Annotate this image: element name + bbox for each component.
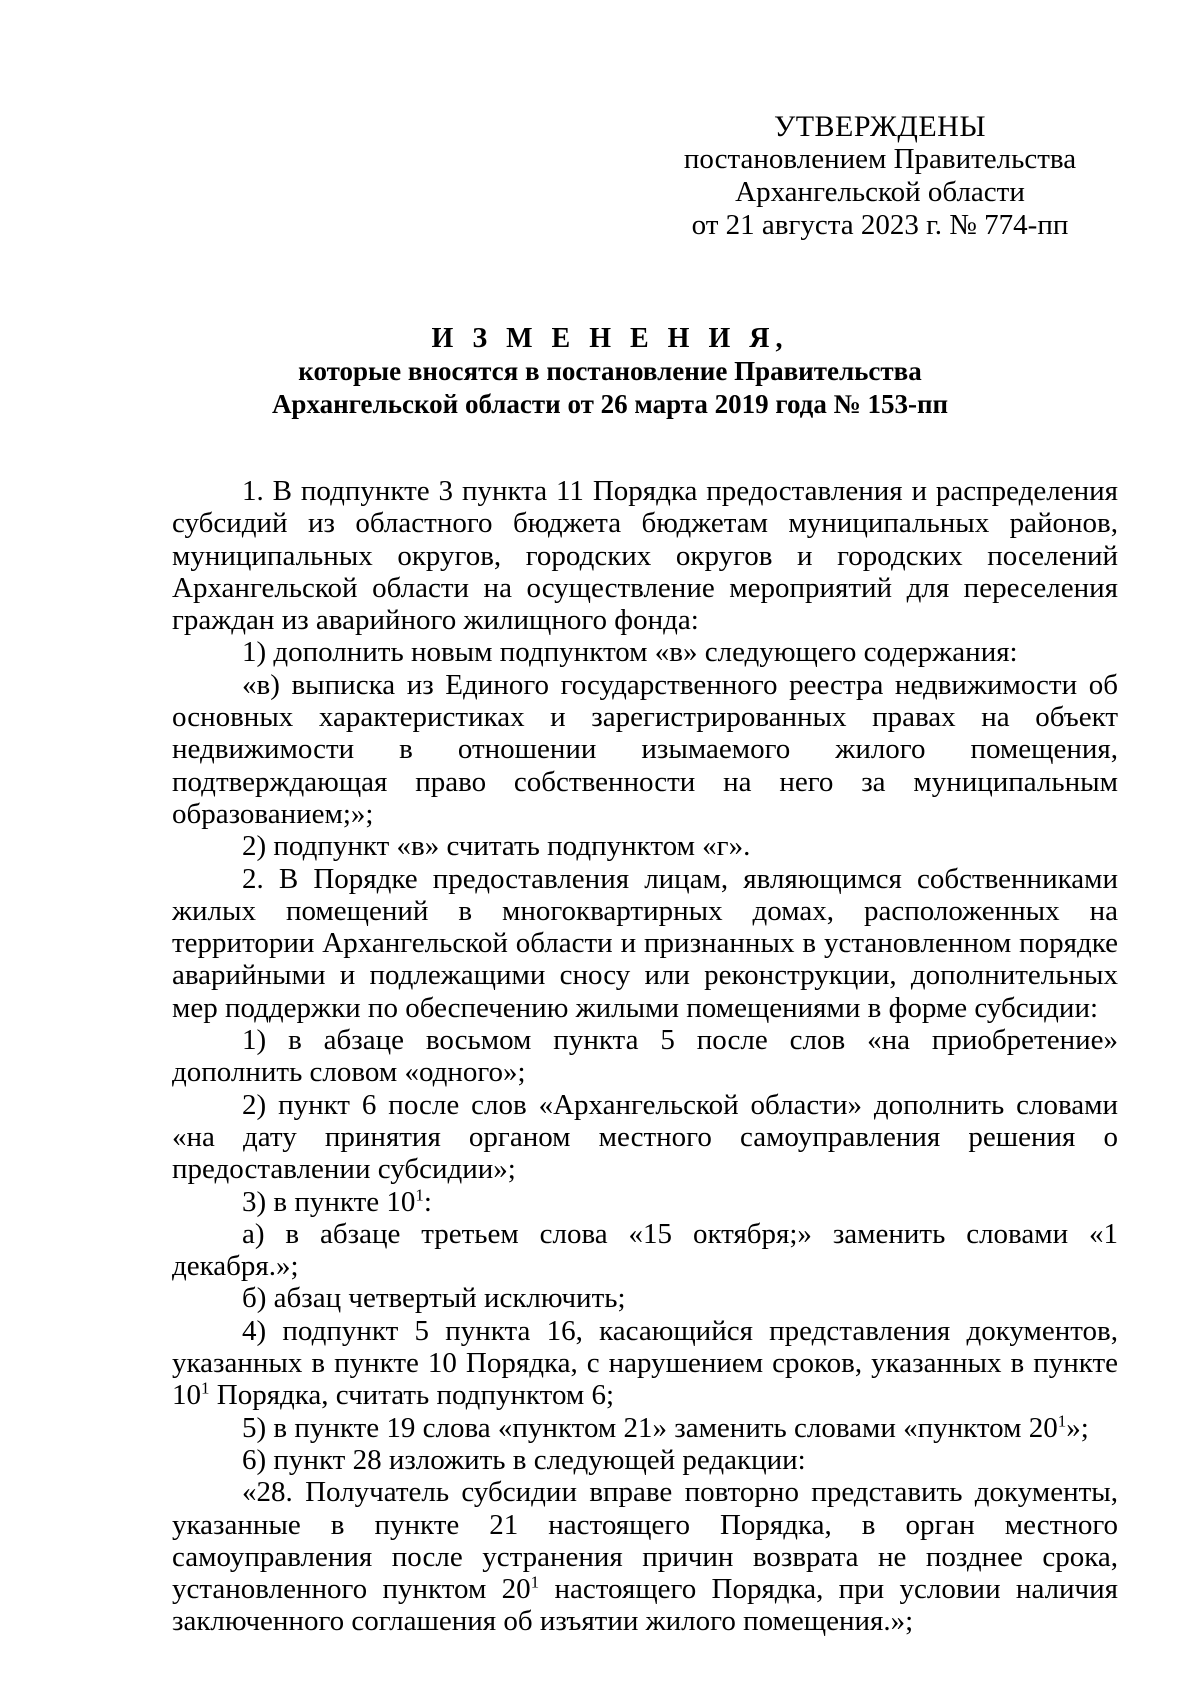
paragraph-12 [172,1412,1118,1444]
superscript: 1 [415,1184,424,1204]
approval-stamp [680,110,1080,242]
paragraph-2: 1) дополнить новым подпунктом «в» следующего содержания: [242,636,1018,669]
paragraph-11-text: 4) подпункт 5 пункта 16, касающийся представления документов, указанных в пункте 10 Порядка, с нарушением сроков, указанных в пункте 10 [172,1314,1118,1412]
paragraph-7: 2) пункт 6 после слов «Архангельской области» дополнить словами «на дату принятия органом местного самоуправления решения о предоставлении субсидии»; [172,1088,1118,1186]
document-body [172,475,1118,1638]
approval-line-3: от 21 августа 2023 г. № 774-пп [691,209,1069,241]
paragraph-11 [172,1315,1118,1412]
superscript: 1 [1057,1410,1067,1430]
approval-line-2: Архангельской области [735,176,1025,208]
paragraph-8-tail: : [423,1185,432,1218]
paragraph-8-text: 3) в пункте 10 [242,1185,416,1218]
paragraph-12-text: 5) в пункте 19 слова «пунктом 21» заменить словами «пунктом 20 [242,1411,1058,1444]
heading-line-2: Архангельской области от 26 марта 2019 года № 153-пп [271,389,949,419]
superscript: 1 [530,1572,540,1592]
heading-line-1: которые вносятся в постановление Правительства [298,356,922,386]
paragraph-14-text: «28. Получатель субсидии вправе повторно представить документы, указанные в пункте 21 настоящего Порядка, в орган местного самоуправления после устранения причин возврата не позднее срока, установленного пунктом 20 [172,1476,1118,1606]
approval-title: УТВЕРЖДЕНЫ [773,110,987,143]
approval-line-1: постановлением Правительства [683,143,1077,175]
superscript: 1 [201,1378,210,1398]
document-heading [160,322,1060,421]
paragraph-13: 6) пункт 28 изложить в следующей редакции: [242,1443,806,1476]
paragraph-4: 2) подпункт «в» считать подпунктом «г». [242,830,751,863]
heading-title: И З М Е Н Е Н И Я, [431,323,789,354]
paragraph-14 [172,1476,1118,1637]
paragraph-5: 2. В Порядке предоставления лицам, являющимся собственниками жилых помещений в многоквартирных домах, расположенных на территории Архангельской области и признанных в установленном порядке аварийными и подлежащими сносу или реконструкции, дополнительных мер поддержки по обеспечению жилыми помещениями в форме субсидии: [172,862,1118,1024]
paragraph-10: б) абзац четвертый исключить; [242,1282,626,1315]
paragraph-1: 1. В подпункте 3 пункта 11 Порядка предоставления и распределения субсидий из областного бюджета бюджетам муниципальных районов, муниципальных округов, городских округов и городских поселений Архангельской области на осуществление мероприятий для переселения граждан из аварийного жилищного фонда: [172,475,1118,637]
paragraph-14-tail: настоящего Порядка, при условии наличия заключенного соглашения об изъятии жилого помещения.»; [172,1573,1119,1638]
paragraph-12-tail: »; [1066,1411,1089,1444]
paragraph-9: а) в абзаце третьем слова «15 октября;» заменить словами «1 декабря.»; [172,1217,1118,1283]
paragraph-8 [172,1186,1118,1218]
paragraph-6: 1) в абзаце восьмом пункта 5 после слов «на приобретение» дополнить словом «одного»; [172,1024,1118,1089]
paragraph-3: «в) выписка из Единого государственного реестра недвижимости об основных характеристиках и зарегистрированных правах на объект недвижимости в отношении изымаемого жилого помещения, подтверждающая право собственности на него за муниципальным образованием;»; [172,668,1118,830]
paragraph-11-tail: Порядка, считать подпунктом 6; [209,1379,615,1412]
